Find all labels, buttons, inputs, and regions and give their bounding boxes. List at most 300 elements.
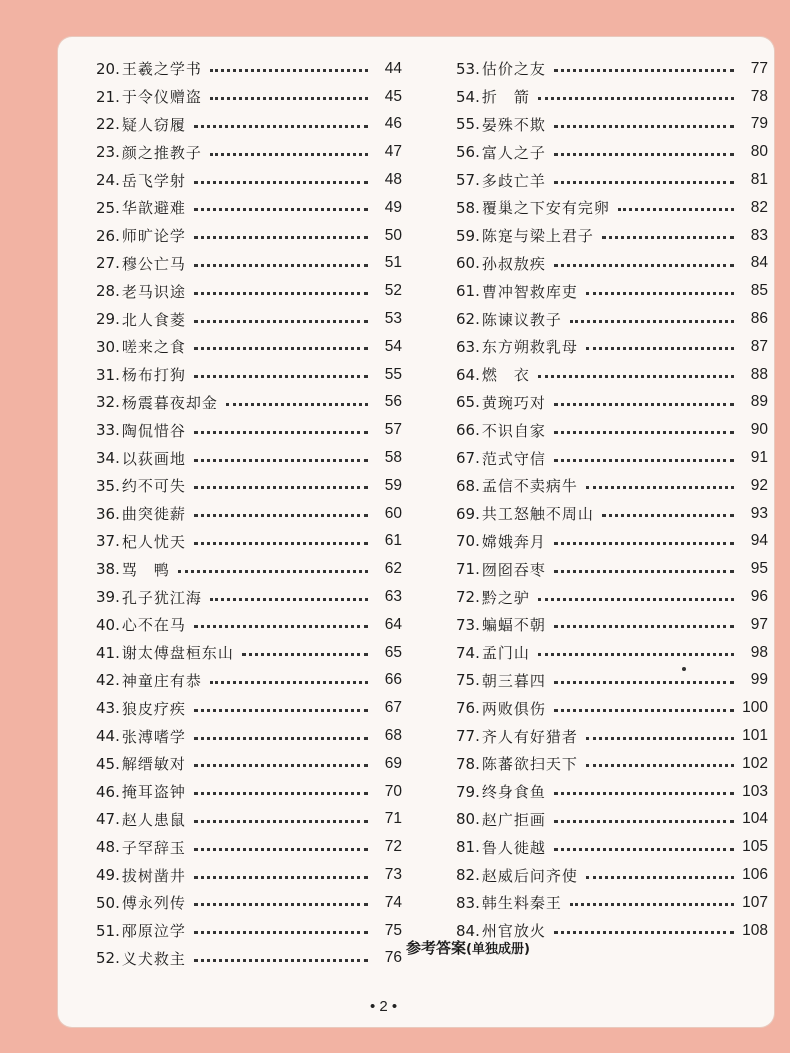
answer-note: (单独成册) xyxy=(466,942,530,957)
dot-leader xyxy=(554,625,734,628)
entry-page: 49 xyxy=(384,198,402,216)
dot-leader xyxy=(210,153,368,156)
dot-leader xyxy=(586,737,734,740)
dot-leader xyxy=(194,486,368,489)
entry-page: 71 xyxy=(384,810,402,828)
answer-label: 参考答案 xyxy=(406,939,467,957)
entry-number: 44. xyxy=(96,727,120,746)
entry-title: 心不在马 xyxy=(121,616,186,635)
entry-page: 77 xyxy=(750,59,768,77)
entry-page: 108 xyxy=(742,921,768,939)
entry-page: 91 xyxy=(750,449,768,467)
entry-page: 85 xyxy=(750,282,768,300)
entry-title: 孔子犹江海 xyxy=(121,588,202,607)
entry-number: 22. xyxy=(96,115,120,134)
toc-entry xyxy=(456,138,768,166)
entry-title: 曹冲智救库吏 xyxy=(481,282,578,301)
dot-leader xyxy=(570,320,734,323)
entry-number: 72. xyxy=(456,588,480,607)
toc-entry xyxy=(96,333,402,361)
entry-number: 61. xyxy=(456,282,480,301)
dot-leader xyxy=(210,69,368,72)
dot-leader xyxy=(554,264,734,267)
dot-leader xyxy=(194,542,368,545)
entry-number: 57. xyxy=(456,171,480,190)
entry-page: 105 xyxy=(742,838,768,856)
entry-page: 80 xyxy=(750,143,768,161)
toc-entry xyxy=(456,500,768,528)
dot-leader xyxy=(554,681,734,684)
entry-page: 62 xyxy=(384,560,402,578)
toc-entry xyxy=(96,166,402,194)
dot-leader xyxy=(210,681,368,684)
entry-page: 94 xyxy=(750,532,768,550)
dot-leader xyxy=(554,542,734,545)
entry-page: 96 xyxy=(750,588,768,606)
entry-number: 21. xyxy=(96,87,120,106)
entry-title: 掩耳盗钟 xyxy=(121,783,186,802)
entry-title: 骂 鸭 xyxy=(121,560,170,579)
entry-title: 州官放火 xyxy=(481,922,546,941)
toc-column-left xyxy=(96,55,402,972)
toc-entry xyxy=(96,694,402,722)
entry-title: 黄琬巧对 xyxy=(481,393,546,412)
toc-entry xyxy=(456,361,768,389)
entry-title: 解缙敏对 xyxy=(121,755,186,774)
entry-number: 68. xyxy=(456,476,480,495)
toc-entry xyxy=(96,305,402,333)
entry-page: 102 xyxy=(742,754,768,772)
entry-title: 张溥嗜学 xyxy=(121,727,186,746)
dot-leader xyxy=(210,97,368,100)
dot-leader xyxy=(194,320,368,323)
entry-page: 72 xyxy=(384,838,402,856)
entry-title: 齐人有好猎者 xyxy=(481,727,578,746)
dot-leader xyxy=(554,459,734,462)
entry-number: 28. xyxy=(96,282,120,301)
entry-title: 陈蕃欲扫天下 xyxy=(481,755,578,774)
toc-entry xyxy=(456,416,768,444)
toc-entry xyxy=(96,667,402,695)
toc-entry xyxy=(96,528,402,556)
entry-title: 晏殊不欺 xyxy=(481,115,546,134)
entry-title: 囫囵吞枣 xyxy=(481,560,546,579)
entry-title: 杨震暮夜却金 xyxy=(121,393,218,412)
dot-leader xyxy=(554,69,734,72)
toc-entry xyxy=(456,222,768,250)
entry-number: 51. xyxy=(96,921,120,940)
entry-page: 99 xyxy=(750,671,768,689)
dot-leader xyxy=(194,236,368,239)
entry-title: 终身食鱼 xyxy=(481,783,546,802)
dot-leader xyxy=(586,292,734,295)
toc-entry xyxy=(96,361,402,389)
dot-leader xyxy=(602,236,734,239)
entry-page: 47 xyxy=(384,143,402,161)
entry-number: 80. xyxy=(456,810,480,829)
entry-title: 于令仪赠盗 xyxy=(121,88,202,107)
entry-title: 两败俱伤 xyxy=(481,699,546,718)
dot-leader xyxy=(194,208,368,211)
entry-number: 73. xyxy=(456,615,480,634)
entry-title: 华歆避难 xyxy=(121,199,186,218)
entry-title: 富人之子 xyxy=(481,143,546,162)
dot-leader xyxy=(194,375,368,378)
entry-number: 48. xyxy=(96,838,120,857)
entry-page: 50 xyxy=(384,226,402,244)
entry-title: 不识自家 xyxy=(481,421,546,440)
dot-leader xyxy=(194,820,368,823)
entry-page: 76 xyxy=(384,949,402,967)
dot-leader xyxy=(554,709,734,712)
entry-number: 34. xyxy=(96,449,120,468)
toc-entry xyxy=(96,889,402,917)
entry-title: 赵广拒画 xyxy=(481,810,546,829)
entry-number: 60. xyxy=(456,254,480,273)
dot-leader xyxy=(194,264,368,267)
entry-page: 107 xyxy=(742,893,768,911)
dot-leader xyxy=(554,931,734,934)
toc-entry xyxy=(456,861,768,889)
entry-number: 84. xyxy=(456,921,480,940)
dot-leader xyxy=(586,347,734,350)
entry-number: 63. xyxy=(456,337,480,356)
entry-number: 66. xyxy=(456,421,480,440)
dot-leader xyxy=(194,292,368,295)
toc-entry xyxy=(456,250,768,278)
dot-leader xyxy=(194,764,368,767)
toc-entry xyxy=(456,111,768,139)
answer-key-line xyxy=(406,937,530,958)
entry-page: 64 xyxy=(384,615,402,633)
entry-title: 嫦娥奔月 xyxy=(481,532,546,551)
toc-entry xyxy=(96,500,402,528)
entry-page: 87 xyxy=(750,337,768,355)
dot-leader xyxy=(586,764,734,767)
entry-page: 100 xyxy=(742,699,768,717)
entry-number: 82. xyxy=(456,866,480,884)
dot-leader xyxy=(554,820,734,823)
toc-entry xyxy=(456,583,768,611)
dot-leader xyxy=(194,959,368,962)
entry-title: 嗟来之食 xyxy=(121,338,186,357)
dot-leader xyxy=(194,347,368,350)
toc-entry xyxy=(456,722,768,750)
page-number: • 2 • xyxy=(370,998,398,1015)
entry-title: 以荻画地 xyxy=(121,449,186,468)
toc-entry xyxy=(96,138,402,166)
entry-page: 53 xyxy=(384,310,402,328)
entry-title: 王羲之学书 xyxy=(121,60,202,79)
entry-title: 神童庄有恭 xyxy=(121,671,202,690)
entry-title: 子罕辞玉 xyxy=(121,838,186,857)
entry-number: 58. xyxy=(456,198,480,217)
entry-title: 韩生料秦王 xyxy=(481,894,562,913)
entry-number: 20. xyxy=(96,59,120,78)
entry-page: 58 xyxy=(384,449,402,467)
entry-number: 32. xyxy=(96,393,120,412)
toc-entry xyxy=(96,555,402,583)
entry-title: 傅永列传 xyxy=(121,894,186,913)
dot-leader xyxy=(194,431,368,434)
entry-number: 62. xyxy=(456,310,480,329)
toc-entry xyxy=(96,806,402,834)
entry-title: 蝙蝠不朝 xyxy=(481,616,546,635)
dot-leader xyxy=(554,431,734,434)
entry-number: 52. xyxy=(96,949,120,968)
entry-number: 30. xyxy=(96,337,120,356)
toc-entry xyxy=(96,611,402,639)
entry-title: 燃 衣 xyxy=(481,366,530,385)
toc-entry xyxy=(96,111,402,139)
entry-title: 约不可失 xyxy=(121,477,186,496)
entry-title: 谢太傅盘桓东山 xyxy=(121,644,234,663)
entry-number: 71. xyxy=(456,560,480,579)
toc-entry xyxy=(96,833,402,861)
entry-number: 56. xyxy=(456,143,480,162)
entry-number: 24. xyxy=(96,171,120,190)
toc-entry xyxy=(96,722,402,750)
entry-page: 75 xyxy=(384,921,402,939)
entry-number: 31. xyxy=(96,365,120,384)
entry-page: 57 xyxy=(384,421,402,439)
entry-page: 51 xyxy=(384,254,402,272)
dot-leader xyxy=(194,625,368,628)
toc-entry xyxy=(456,444,768,472)
entry-number: 42. xyxy=(96,671,120,690)
entry-number: 33. xyxy=(96,421,120,440)
dot-leader xyxy=(538,598,734,601)
entry-number: 41. xyxy=(96,643,120,662)
dot-leader xyxy=(210,598,368,601)
entry-page: 56 xyxy=(384,393,402,411)
toc-entry xyxy=(96,750,402,778)
entry-page: 103 xyxy=(742,782,768,800)
dot-leader xyxy=(194,931,368,934)
entry-number: 70. xyxy=(456,532,480,551)
entry-number: 55. xyxy=(456,115,480,134)
dot-leader xyxy=(194,848,368,851)
entry-page: 73 xyxy=(384,866,402,883)
entry-page: 63 xyxy=(384,588,402,606)
entry-number: 76. xyxy=(456,699,480,718)
toc-entry xyxy=(456,750,768,778)
dot-leader xyxy=(194,876,368,879)
entry-page: 84 xyxy=(750,254,768,272)
toc-entry xyxy=(96,277,402,305)
entry-title: 孟门山 xyxy=(481,644,530,663)
dot-leader xyxy=(538,97,734,100)
dot-leader xyxy=(618,208,734,211)
entry-title: 孟信不卖病牛 xyxy=(481,477,578,496)
toc-entry xyxy=(456,305,768,333)
entry-number: 35. xyxy=(96,476,120,495)
entry-number: 46. xyxy=(96,782,120,801)
dot-leader xyxy=(194,459,368,462)
toc-entry xyxy=(456,694,768,722)
entry-title: 范式守信 xyxy=(481,449,546,468)
dot-leader xyxy=(194,514,368,517)
entry-page: 65 xyxy=(384,643,402,661)
toc-entry xyxy=(456,472,768,500)
dot-leader xyxy=(554,153,734,156)
entry-number: 59. xyxy=(456,226,480,245)
dot-leader xyxy=(554,792,734,795)
entry-page: 89 xyxy=(750,393,768,411)
entry-page: 54 xyxy=(384,337,402,355)
entry-number: 50. xyxy=(96,893,120,912)
toc-entry xyxy=(456,194,768,222)
entry-number: 40. xyxy=(96,615,120,634)
entry-page: 106 xyxy=(742,866,768,883)
toc-entry xyxy=(96,416,402,444)
entry-number: 49. xyxy=(96,866,120,884)
entry-title: 拔树凿井 xyxy=(121,866,186,885)
entry-page: 74 xyxy=(384,893,402,911)
entry-title: 陈谏议教子 xyxy=(481,310,562,329)
entry-number: 39. xyxy=(96,588,120,607)
toc-entry xyxy=(96,194,402,222)
entry-page: 88 xyxy=(750,365,768,383)
entry-page: 83 xyxy=(750,226,768,244)
entry-number: 26. xyxy=(96,226,120,245)
toc-entry xyxy=(96,250,402,278)
dot-leader xyxy=(194,181,368,184)
entry-title: 颜之推教子 xyxy=(121,143,202,162)
entry-page: 70 xyxy=(384,782,402,800)
entry-page: 52 xyxy=(384,282,402,300)
dot-leader xyxy=(554,570,734,573)
entry-title: 东方朔救乳母 xyxy=(481,338,578,357)
dot-leader xyxy=(554,403,734,406)
entry-page: 48 xyxy=(384,171,402,189)
dot-leader xyxy=(554,181,734,184)
entry-page: 97 xyxy=(750,615,768,633)
toc-entry xyxy=(96,861,402,889)
entry-title: 狼皮疗疾 xyxy=(121,699,186,718)
toc-entry xyxy=(96,444,402,472)
entry-page: 61 xyxy=(384,532,402,550)
dot-leader xyxy=(602,514,734,517)
entry-page: 86 xyxy=(750,310,768,328)
entry-page: 69 xyxy=(384,754,402,772)
toc-entry xyxy=(456,333,768,361)
toc-entry xyxy=(96,639,402,667)
dot-leader xyxy=(194,792,368,795)
entry-page: 82 xyxy=(750,198,768,216)
entry-title: 北人食菱 xyxy=(121,310,186,329)
toc-entry xyxy=(456,55,768,83)
toc-entry xyxy=(96,83,402,111)
toc-entry xyxy=(456,667,768,695)
entry-title: 穆公亡马 xyxy=(121,254,186,273)
entry-title: 鲁人徙越 xyxy=(481,838,546,857)
dot-leader xyxy=(194,709,368,712)
toc-entry xyxy=(456,639,768,667)
entry-number: 81. xyxy=(456,838,480,857)
entry-page: 46 xyxy=(384,115,402,133)
entry-number: 36. xyxy=(96,504,120,523)
toc-entry xyxy=(96,389,402,417)
dot-leader xyxy=(242,653,368,656)
entry-title: 覆巢之下安有完卵 xyxy=(481,199,610,218)
toc-column-right xyxy=(456,55,768,945)
entry-number: 29. xyxy=(96,310,120,329)
entry-title: 老马识途 xyxy=(121,282,186,301)
dot-leader xyxy=(538,375,734,378)
entry-number: 79. xyxy=(456,782,480,801)
dot-leader xyxy=(570,903,734,906)
entry-title: 朝三暮四 xyxy=(481,671,546,690)
dot-leader xyxy=(194,903,368,906)
entry-number: 74. xyxy=(456,643,480,662)
entry-title: 多歧亡羊 xyxy=(481,171,546,190)
toc-entry xyxy=(96,222,402,250)
entry-number: 54. xyxy=(456,87,480,106)
entry-page: 93 xyxy=(750,504,768,522)
entry-title: 孙叔敖疾 xyxy=(481,254,546,273)
entry-title: 杨布打狗 xyxy=(121,366,186,385)
entry-page: 78 xyxy=(750,87,768,105)
toc-entry xyxy=(456,778,768,806)
entry-title: 义犬救主 xyxy=(121,949,186,968)
entry-number: 78. xyxy=(456,754,480,773)
toc-entry xyxy=(456,833,768,861)
toc-entry xyxy=(96,472,402,500)
entry-page: 90 xyxy=(750,421,768,439)
entry-number: 64. xyxy=(456,365,480,384)
entry-page: 104 xyxy=(742,810,768,828)
dot-leader xyxy=(178,570,368,573)
toc-entry xyxy=(96,778,402,806)
entry-page: 79 xyxy=(750,115,768,133)
toc-entry xyxy=(456,277,768,305)
toc-entry xyxy=(456,166,768,194)
entry-page: 60 xyxy=(384,504,402,522)
entry-number: 27. xyxy=(96,254,120,273)
dot-leader xyxy=(226,403,368,406)
dot-leader xyxy=(538,653,734,656)
entry-title: 疑人窃履 xyxy=(121,115,186,134)
dot-leader xyxy=(586,876,734,879)
toc-entry xyxy=(96,917,402,945)
entry-page: 95 xyxy=(750,560,768,578)
entry-title: 陈寔与梁上君子 xyxy=(481,227,594,246)
entry-title: 岳飞学射 xyxy=(121,171,186,190)
dot-leader xyxy=(194,125,368,128)
toc-entry xyxy=(456,611,768,639)
dot-leader xyxy=(554,848,734,851)
toc-entry xyxy=(96,583,402,611)
entry-number: 77. xyxy=(456,727,480,746)
toc-entry xyxy=(456,555,768,583)
entry-page: 66 xyxy=(384,671,402,689)
entry-page: 92 xyxy=(750,476,768,494)
entry-page: 45 xyxy=(384,87,402,105)
entry-page: 81 xyxy=(750,171,768,189)
entry-title: 杞人忧天 xyxy=(121,532,186,551)
dot-leader xyxy=(194,737,368,740)
entry-number: 43. xyxy=(96,699,120,718)
entry-number: 45. xyxy=(96,754,120,773)
toc-entry xyxy=(96,55,402,83)
entry-number: 53. xyxy=(456,59,480,78)
entry-number: 83. xyxy=(456,893,480,912)
entry-number: 25. xyxy=(96,198,120,217)
ink-speck xyxy=(682,667,686,671)
entry-number: 47. xyxy=(96,810,120,829)
entry-title: 折 箭 xyxy=(481,88,530,107)
